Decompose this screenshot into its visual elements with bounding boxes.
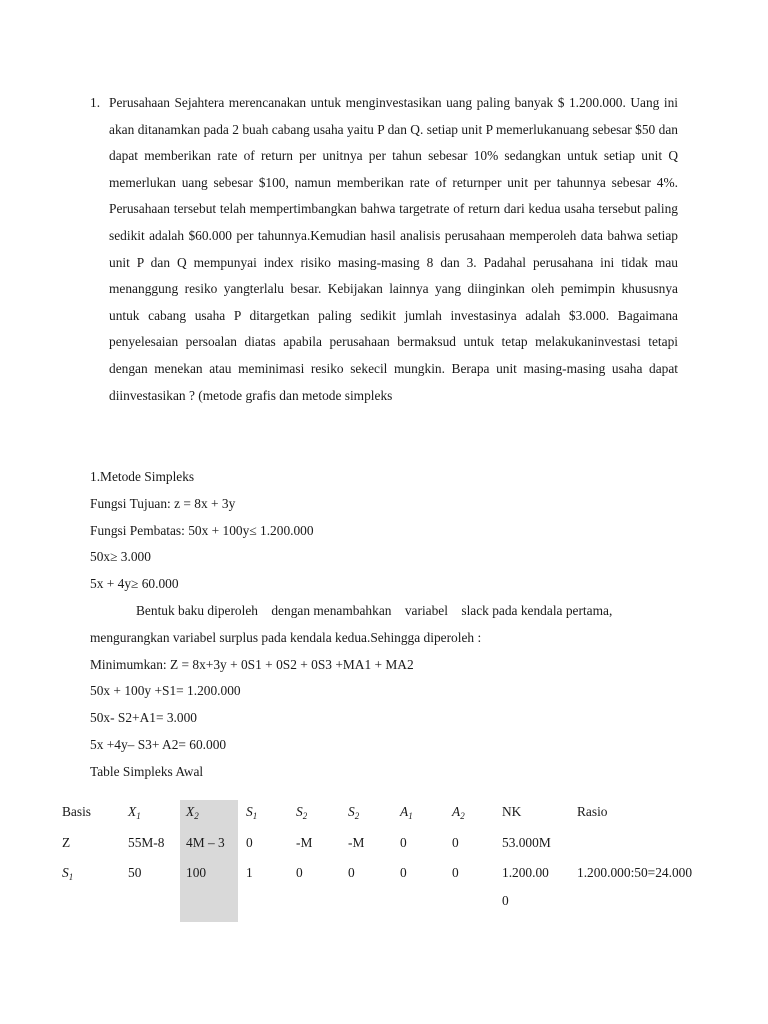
row-s1-s2: 0 — [296, 865, 303, 880]
constraint-2: 50x≥ 3.000 — [90, 549, 151, 565]
equation-1: 50x + 100y +S1= 1.200.000 — [90, 683, 241, 699]
row-s1-nk-line-1: 1.200.00 — [502, 865, 549, 880]
header-s2: $S_2$ — [296, 804, 308, 821]
simplex-table — [58, 798, 718, 922]
objective-function: Fungsi Tujuan: z = 8x + 3y — [90, 495, 236, 511]
row-z-s1: 0 — [246, 835, 253, 850]
header-x2: $X_2$ — [186, 804, 199, 821]
row-s1-a2: 0 — [452, 865, 459, 880]
problem-statement — [90, 90, 678, 409]
solution-section — [90, 464, 682, 786]
row-s1-a1: 0 — [400, 865, 407, 880]
header-s3: $S_2$ — [348, 804, 360, 821]
minimize-function: Minimumkan: Z = 8x+3y + 0S1 + 0S2 + 0S3 +MA1 + MA2 — [90, 656, 414, 672]
table-caption: Table Simpleks Awal — [90, 763, 204, 779]
row-z-s2: -M — [296, 835, 313, 850]
row-s1-basis: $S_1$ — [62, 865, 74, 882]
row-z-s3: -M — [348, 835, 365, 850]
header-rasio: Rasio — [577, 804, 608, 819]
row-z-x1: 55M-8 — [128, 835, 165, 850]
equation-2: 50x- S2+A1= 3.000 — [90, 710, 197, 726]
row-s1-s3: 0 — [348, 865, 355, 880]
row-s1-s1: 1 — [246, 865, 253, 880]
equation-3: 5x +4y– S3+ A2= 60.000 — [90, 736, 227, 752]
solution-heading: 1.Metode Simpleks — [90, 469, 195, 484]
standard-form-paragraph-line-1: Bentuk baku diperoleh dengan menambahkan variabel slack pada kendala pertama, — [136, 602, 613, 618]
row-s1-nk-line-2: 0 — [502, 893, 509, 908]
problem-text: Perusahaan Sejahtera merencanakan untuk menginvestasikan uang paling banyak $ 1.200.000. Uang ini akan ditanamkan pada 2 buah cabang usaha yaitu P dan Q. setiap unit P memerlukanuang sebesar $50 dan dapat memberikan rate of return per unitnya per tahun sebesar 10% sedangkan untuk setiap unit Q memerlukan uang sebesar $100, namun memberikan rate of returnper unit per tahunnya sebesar 4%. Perusahaan tersebut telah mempertimbangkan bahwa targetrate of return dari kedua usaha tersebut paling sedikit adalah $60.000 per tahunnya.Kemudian hasil analisis perusahaan memperoleh data bahwa setiap unit P dan Q mempunyai index risiko masing-masing 8 dan 3. Padahal perusahana ini tidak mau menanggung resiko yangterlalu besar. Kebijakan lainnya yang diinginkan oleh pemimpin khususnya untuk cabang usaha P ditargetkan paling sedikit jumlah investasinya adalah $3.000. Bagaimana penyelesaian persoalan diatas apabila perusahaan bermaksud untuk tetap melakukaninvestasi tetapi dengan menekan atau meminimasi resiko sekecil mungkin. Berapa unit masing-masing usaha dapat diinvestasikan ? (metode grafis dan metode simpleks — [109, 95, 678, 403]
header-x1: $X_1$ — [128, 804, 141, 821]
constraint-3: 5x + 4y≥ 60.000 — [90, 576, 179, 592]
row-z-basis: Z — [62, 835, 71, 850]
row-z-x2: 4M – 3 — [186, 835, 225, 850]
row-s1-x1: 50 — [128, 865, 142, 880]
row-z-nk: 53.000M — [502, 835, 551, 850]
header-a1: $A_1$ — [400, 804, 413, 821]
row-z-a2: 0 — [452, 835, 459, 850]
standard-form-paragraph-line-2: mengurangkan variabel surplus pada kendala kedua.Sehingga diperoleh : — [90, 629, 482, 645]
row-s1-x2: 100 — [186, 865, 207, 880]
header-a2: $A_2$ — [452, 804, 465, 821]
constraint-1: Fungsi Pembatas: 50x + 100y≤ 1.200.000 — [90, 522, 314, 538]
header-nk: NK — [502, 804, 522, 819]
row-s1-rasio: 1.200.000:50=24.000 — [577, 865, 693, 880]
header-basis: Basis — [62, 804, 92, 819]
header-s1: $S_1$ — [246, 804, 258, 821]
row-z-a1: 0 — [400, 835, 407, 850]
problem-number: 1. — [90, 95, 101, 110]
